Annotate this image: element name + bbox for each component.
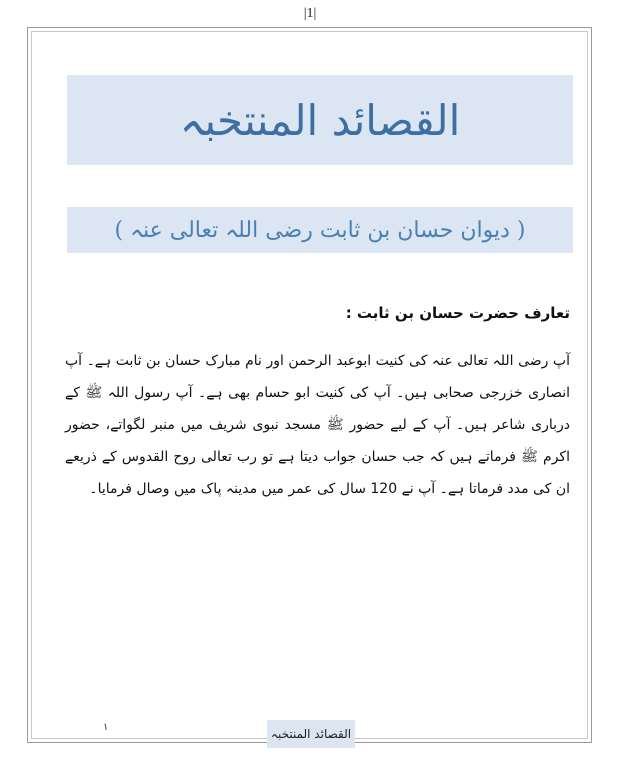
title-banner xyxy=(67,75,573,165)
page-subtitle: ( دیوان حسان بن ثابت رضی اللہ تعالی عنہ ) xyxy=(114,217,526,243)
body-paragraph: آپ رضی اللہ تعالی عنہ کی کنیت ابوعبد الرحمن اور نام مبارک حسان بن ثابت ہے۔ آپ انصاری خزرجی صحابی ہیں۔ آپ کی کنیت ابو حسام بھی ہے۔ آپ رسول اللہ ﷺ کے درباری شاعر ہیں۔ آپ کے لیے حضور ﷺ مسجد نبوی شریف میں منبر لگواتے، حضور اکرم ﷺ فرماتے ہیں کہ جب حسان جواب دیتا ہے تو رب تعالی روح القدوس کے ذریعے ان کی مدد فرماتا ہے۔ آپ نے 120 سال کی عمر میں مدینہ پاک میں وصال فرمایا۔ xyxy=(65,353,570,497)
page-number: |1| xyxy=(303,6,317,21)
footer-label: القصائد المنتخبہ xyxy=(270,727,352,741)
section-heading: تعارف حضرت حسان بن ثابت : xyxy=(345,304,570,322)
footer-banner xyxy=(267,720,355,748)
subtitle-banner xyxy=(67,207,573,253)
footer-page-mark: ١ xyxy=(103,722,109,733)
page-title: القصائد المنتخبہ xyxy=(179,95,461,145)
